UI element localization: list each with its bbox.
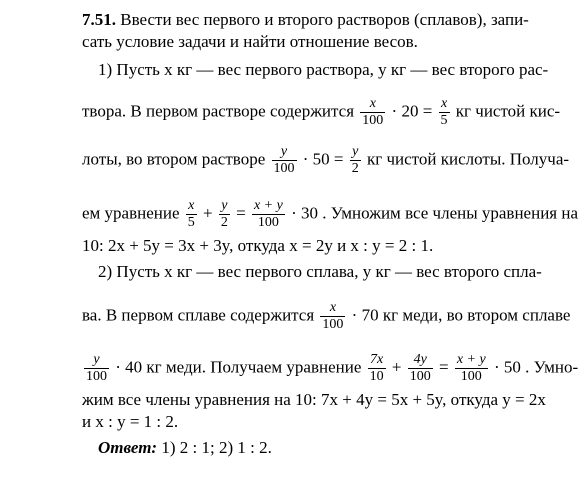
equals-sign: = [438, 357, 449, 377]
answer-label: Ответ: [98, 438, 158, 457]
part2-line-2 [82, 300, 570, 333]
part1-line-4 [82, 198, 578, 231]
fraction-7x-over-10: $\frac{7x}{10}$ [369, 352, 384, 384]
fraction-x-plus-y-over-100: $\frac{x + y}{100}$ [253, 198, 283, 230]
problem-title-line-2: сать условие задачи и найти отношение весов. [82, 32, 418, 51]
part1-line-2-text-a: твора. В первом растворе содержится [82, 101, 355, 121]
plus-sign: + [203, 203, 213, 223]
fraction-x-over-5: $\frac{x}{5}$ [440, 96, 448, 128]
part2-line-5: и x : y = 1 : 2. [82, 412, 179, 431]
plus-sign: + [391, 357, 402, 377]
part1-line-2 [82, 96, 560, 129]
part1-line-2-text-b: · 20 = [391, 101, 433, 121]
part2-line-3-text-a: · 40 кг меди. Получаем уравнение [115, 357, 362, 377]
fraction-y-over-100: $\frac{y}{100}$ [273, 144, 295, 176]
part2-line-2-text-b: · 70 кг меди, во втором сплаве [351, 305, 571, 325]
part1-line-3-text-a: лоты, во втором растворе [82, 149, 266, 169]
fraction-4y-over-100: $\frac{4y}{100}$ [409, 352, 431, 384]
fraction-x-over-100: $\frac{x}{100}$ [362, 96, 384, 128]
part1-line-1: 1) Пусть x кг — вес первого раствора, y кг — вес второго рас- [98, 60, 549, 79]
answer-line [98, 438, 272, 458]
part2-line-4: жим все члены уравнения на 10: 7x + 4y = 5x + 5y, откуда y = 2x [82, 390, 546, 409]
problem-title-line-1: Ввести вес первого и второго растворов (сплавов), запи- [120, 10, 529, 29]
part1-line-5: 10: 2x + 5y = 3x + 3y, откуда x = 2y и x : y = 2 : 1. [82, 236, 434, 255]
part1-line-2-text-c: кг чистой кис- [455, 101, 561, 121]
part2-line-3-text-b: · 50 . Умно- [493, 357, 578, 377]
part1-line-4-text-a: ем уравнение [82, 203, 180, 223]
fraction-x-plus-y-over-100: $\frac{x + y}{100}$ [456, 352, 486, 384]
fraction-y-over-100: $\frac{y}{100}$ [86, 352, 107, 384]
part1-line-3-text-c: кг чистой кислоты. Получа- [367, 149, 570, 169]
problem-number: 7.51. [82, 10, 116, 29]
part2-line-1: 2) Пусть x кг — вес первого сплава, y кг — вес второго спла- [98, 262, 542, 281]
fraction-x-over-100: $\frac{x}{100}$ [322, 300, 344, 332]
answer-text: 1) 2 : 1; 2) 1 : 2. [161, 438, 272, 457]
part1-line-3-text-b: · 50 = [302, 149, 344, 169]
part1-line-3 [82, 144, 569, 177]
fraction-y-over-2: $\frac{y}{2}$ [351, 144, 359, 176]
fraction-y-over-2: $\frac{y}{2}$ [220, 198, 228, 230]
fraction-x-over-5: $\frac{x}{5}$ [187, 198, 195, 230]
equals-sign: = [236, 203, 246, 223]
part2-line-2-text-a: ва. В первом сплаве содержится [82, 305, 315, 325]
part2-line-3 [82, 352, 578, 385]
problem-heading [82, 10, 529, 30]
part1-line-4-text-b: · 30 . Умножим все члены уравнения на [291, 203, 578, 223]
